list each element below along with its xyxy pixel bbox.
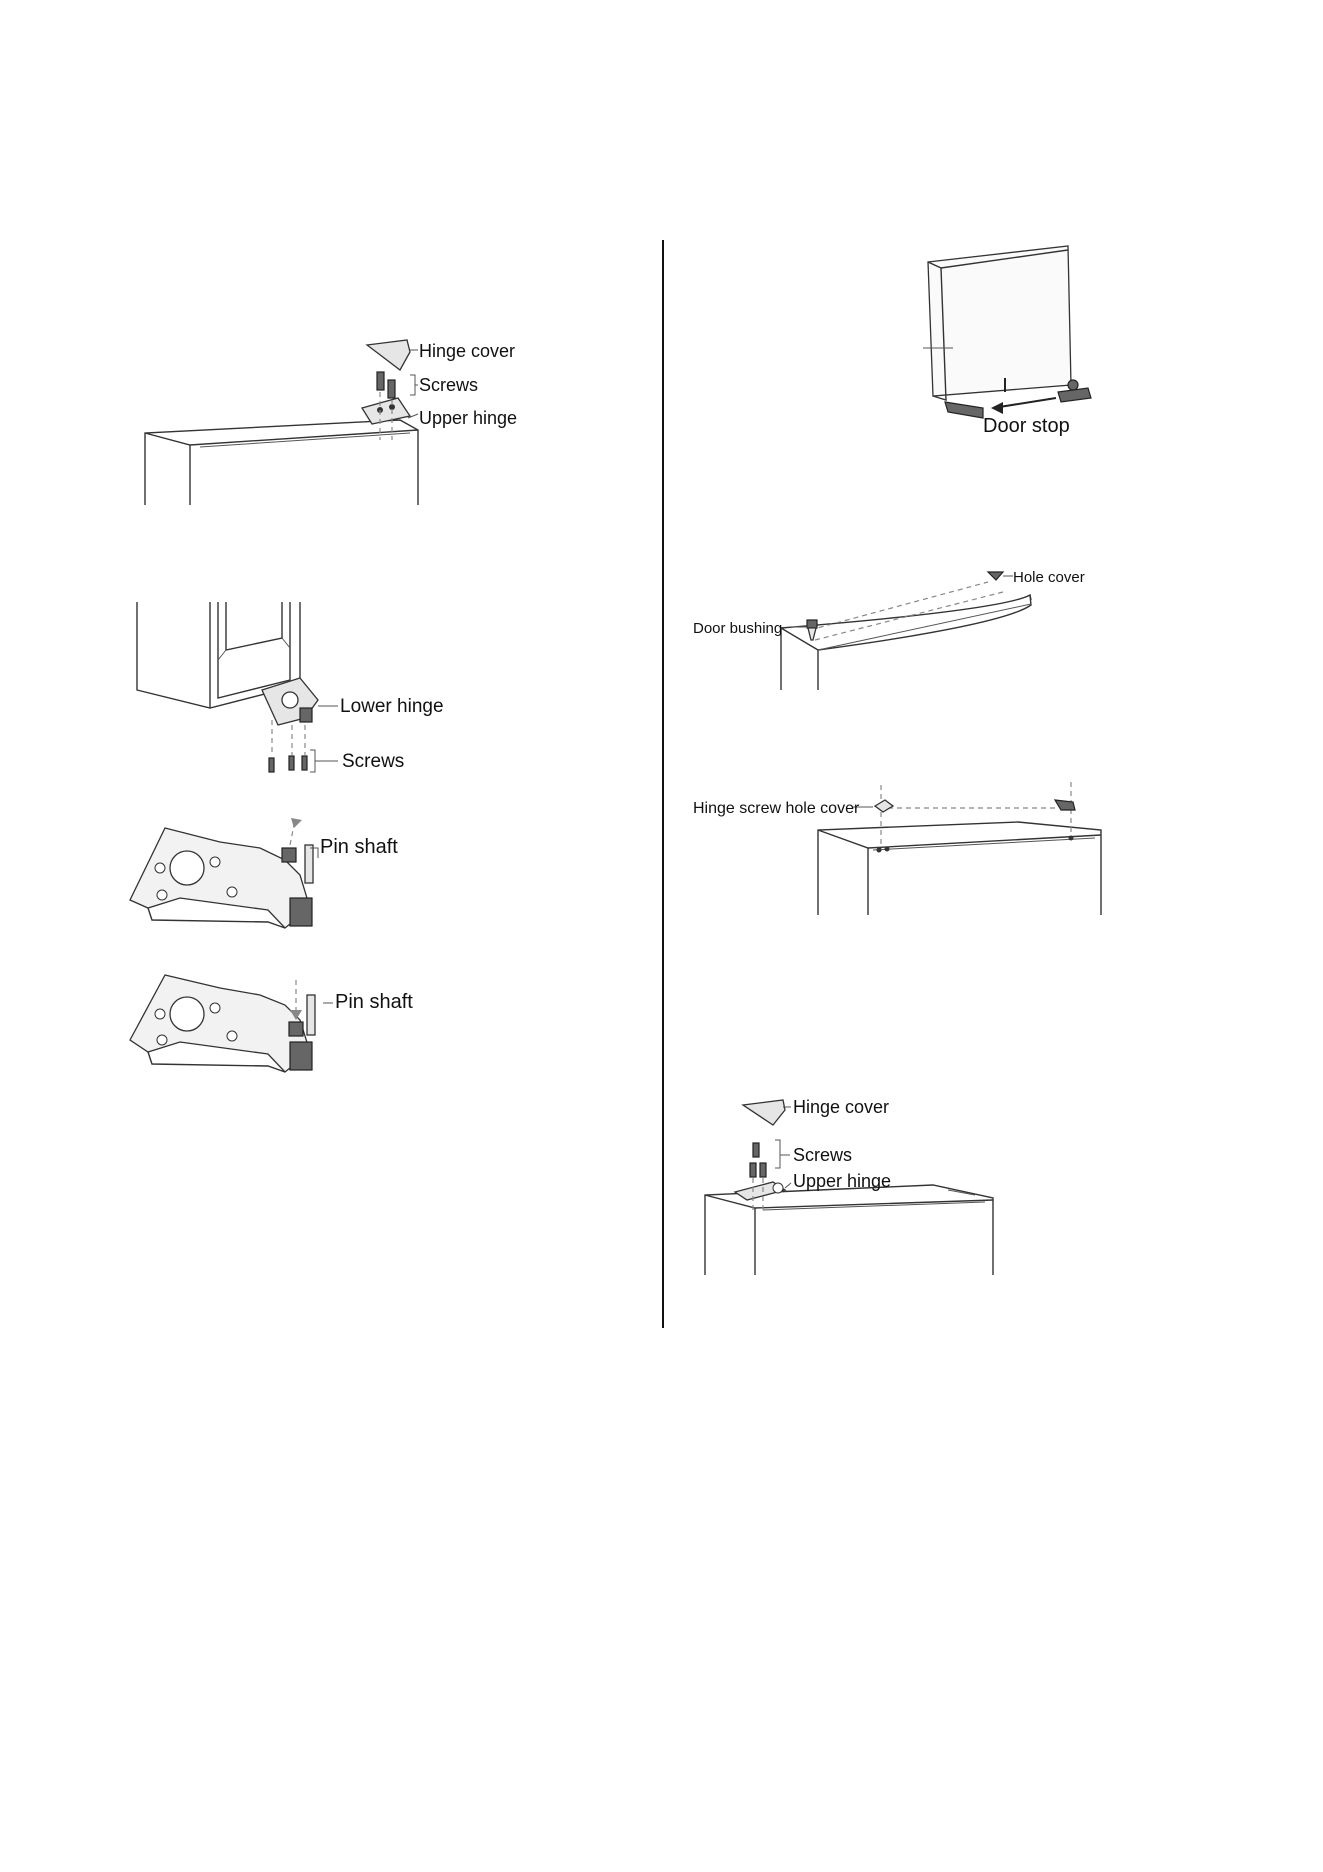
lower-hinge-part xyxy=(262,678,318,755)
label-hole-cover: Hole cover xyxy=(1013,569,1085,586)
screws-part xyxy=(269,756,307,772)
figure-lower-hinge xyxy=(0,560,663,780)
upper-hinge-part xyxy=(735,1182,785,1200)
label-door-bushing: Door bushing xyxy=(693,620,783,637)
figure-door-stop xyxy=(663,0,1323,460)
label-pin-shaft: Pin shaft xyxy=(320,836,398,858)
cabinet-top-illustration xyxy=(145,420,418,505)
label-upper-hinge: Upper hinge xyxy=(793,1171,892,1191)
hinge-cover-part xyxy=(367,340,410,370)
label-upper-hinge: Upper hinge xyxy=(419,408,518,428)
figure-pin-shaft-removal xyxy=(0,800,663,960)
label-pin-shaft: Pin shaft xyxy=(335,991,413,1013)
figure-upper-hinge-install xyxy=(663,1080,1323,1300)
label-lower-hinge: Lower hinge xyxy=(340,696,444,717)
label-door-stop: Door stop xyxy=(983,415,1070,437)
door-panel-illustration xyxy=(923,246,1071,400)
hole-cover-part xyxy=(988,572,1003,580)
label-hinge-cover: Hinge cover xyxy=(419,341,516,361)
door-bushing-part xyxy=(807,620,817,640)
door-top-illustration xyxy=(781,595,1031,690)
hinge-bracket-illustration xyxy=(130,975,312,1072)
label-screws: Screws xyxy=(419,375,479,395)
figure-hinge-screw-hole-cover xyxy=(663,770,1323,930)
label-hinge-cover: Hinge cover xyxy=(793,1097,890,1117)
label-screws: Screws xyxy=(342,751,405,772)
cabinet-top-illustration xyxy=(818,822,1101,915)
figure-pin-shaft-install xyxy=(0,960,663,1100)
screws-part xyxy=(750,1143,766,1210)
label-hinge-screw-hole-cover: Hinge screw hole cover xyxy=(693,800,860,817)
pin-shaft-part xyxy=(289,980,315,1036)
label-screws: Screws xyxy=(793,1145,853,1165)
figure-door-bushing xyxy=(663,540,1323,700)
hole-cover-part xyxy=(875,800,1075,812)
hinge-bracket-illustration xyxy=(130,828,312,928)
upper-hinge-part xyxy=(362,398,410,424)
figure-upper-hinge-removal xyxy=(0,0,663,560)
hinge-cover-part xyxy=(743,1100,785,1125)
